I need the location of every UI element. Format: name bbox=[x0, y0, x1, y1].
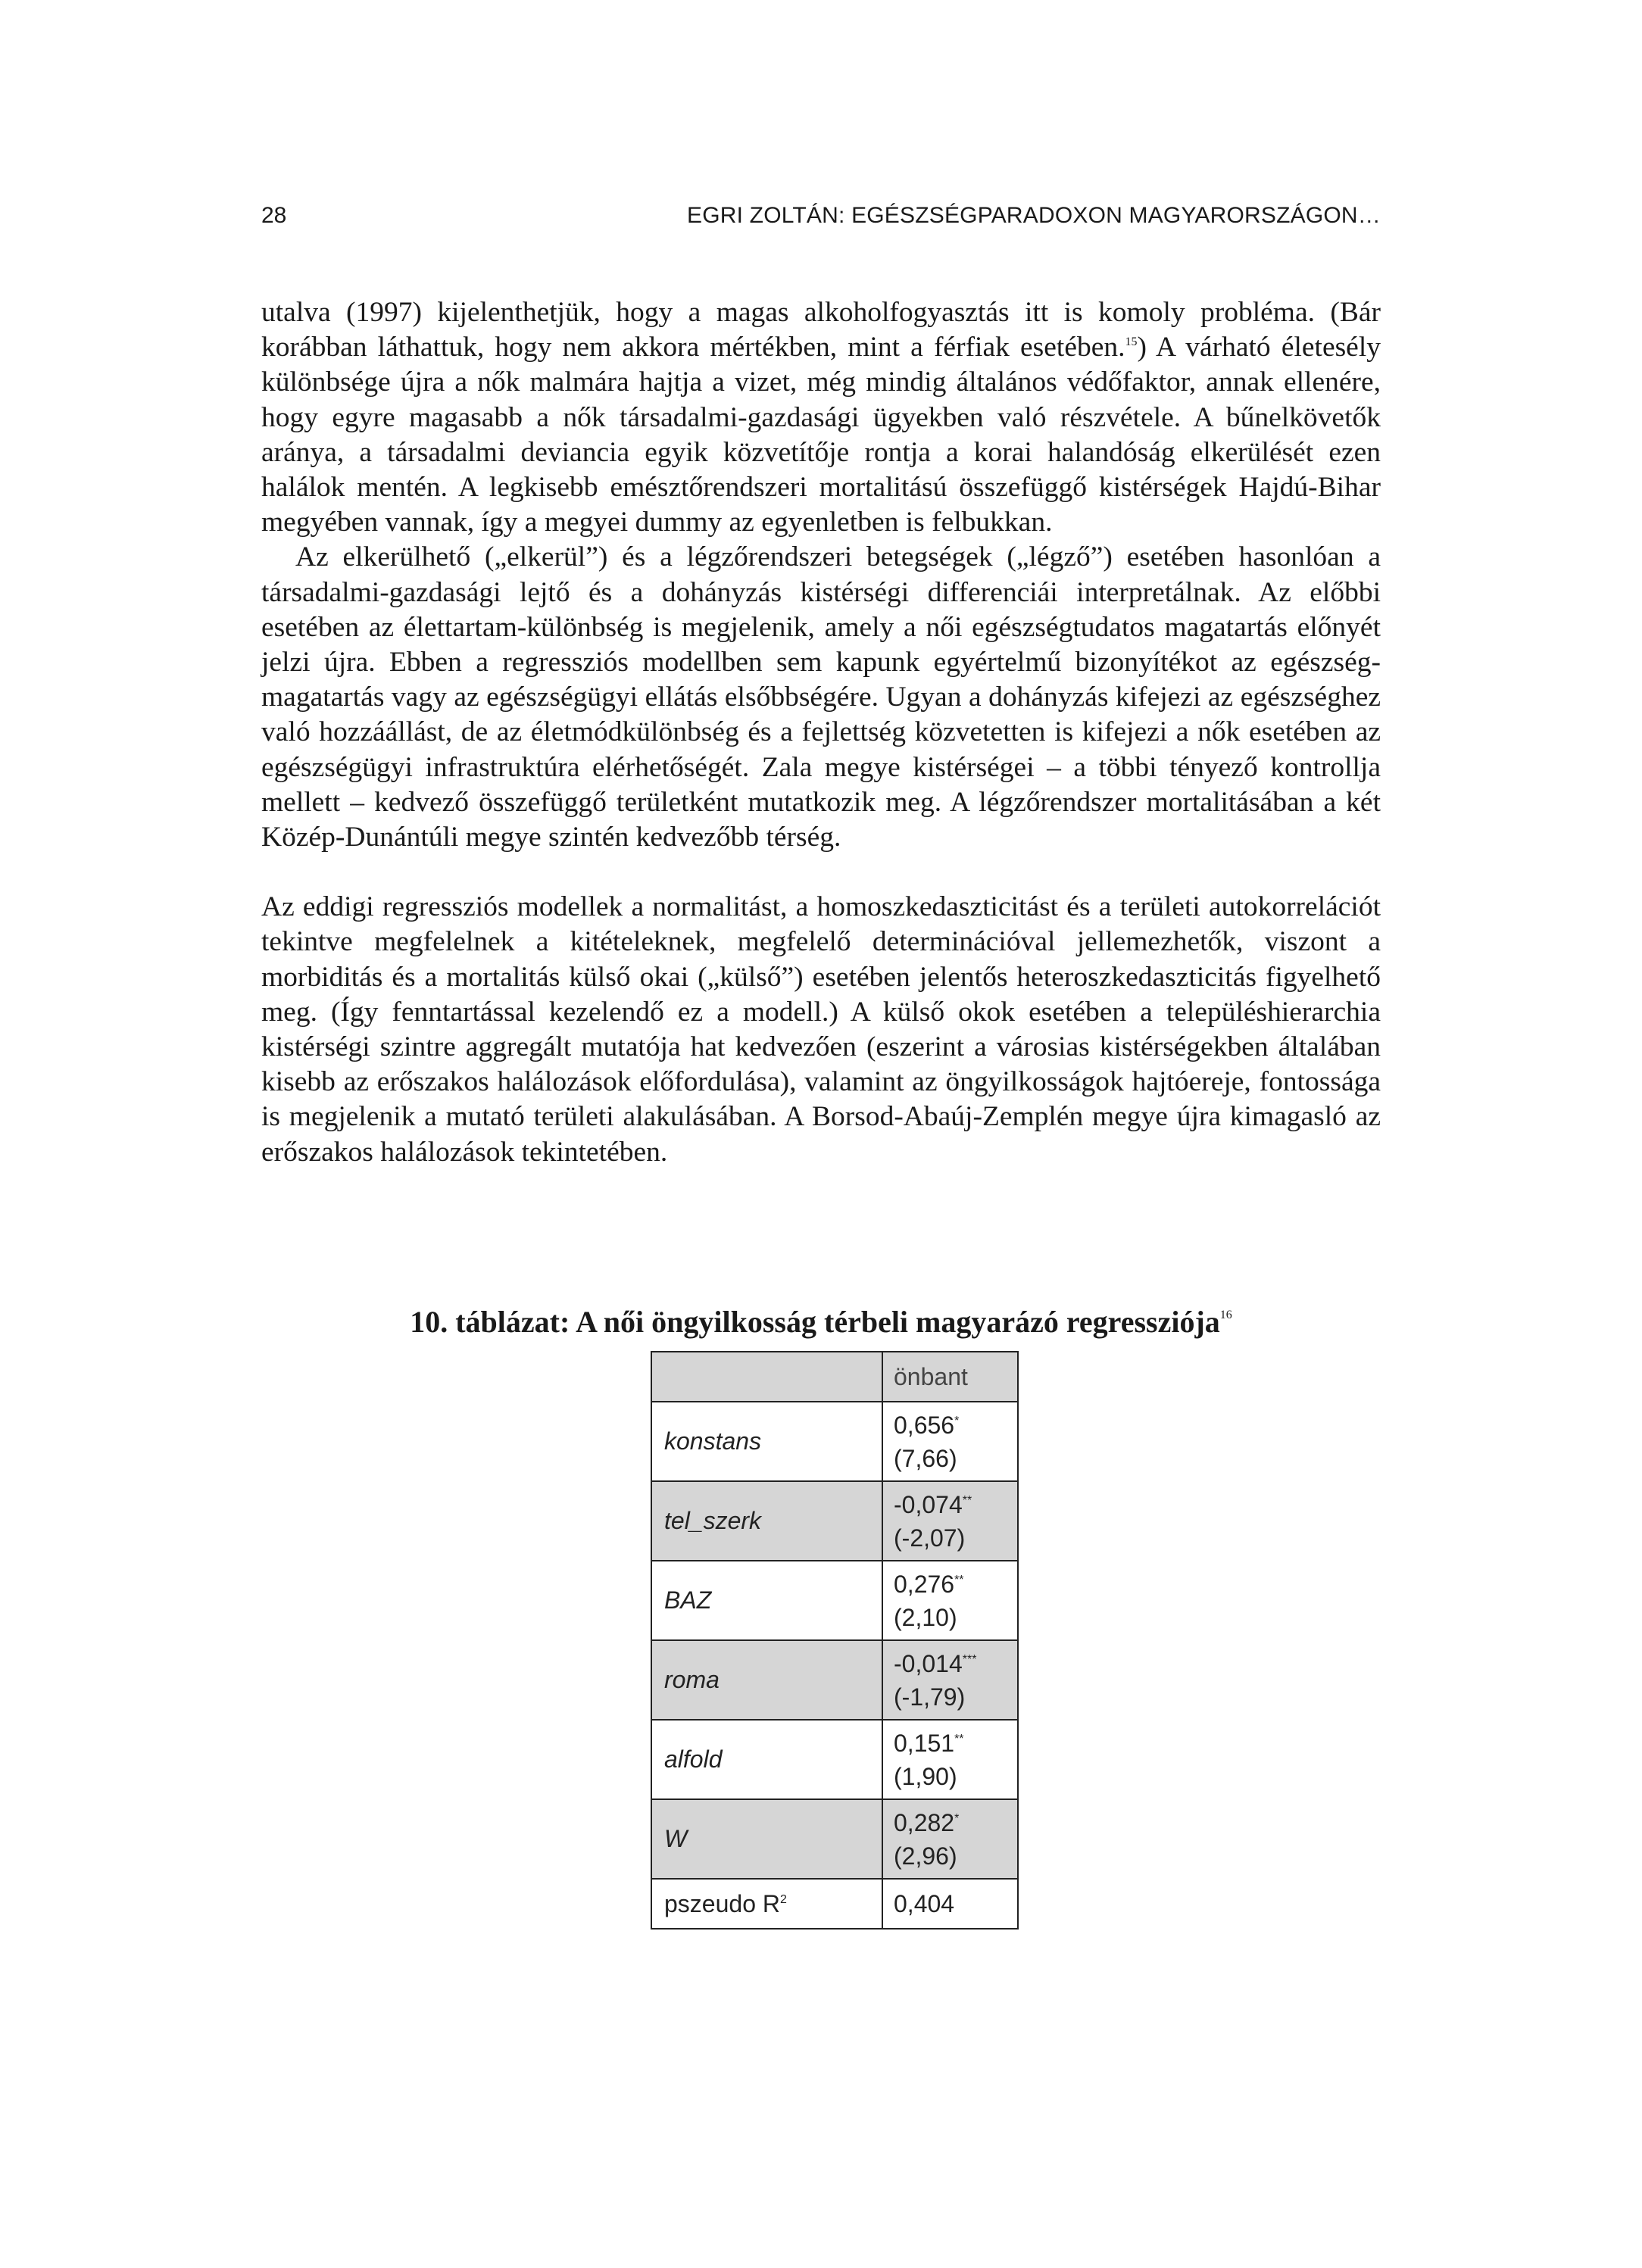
significance-marker: ** bbox=[962, 1493, 972, 1507]
t-statistic: (-1,79) bbox=[894, 1683, 966, 1711]
significance-marker: * bbox=[954, 1414, 960, 1427]
coefficient-value: -0,074 bbox=[894, 1490, 963, 1518]
footnote-ref-15[interactable]: 15 bbox=[1125, 335, 1138, 349]
pseudo-r2-label-text: pszeudo R bbox=[664, 1889, 780, 1917]
t-statistic: (2,10) bbox=[894, 1603, 957, 1631]
regression-table bbox=[651, 1351, 1019, 1930]
coefficient-cell bbox=[882, 1640, 1018, 1720]
pseudo-r2-superscript: 2 bbox=[779, 1892, 787, 1906]
t-statistic: (2,96) bbox=[894, 1842, 957, 1870]
pseudo-r2-value: 0,404 bbox=[882, 1879, 1018, 1929]
table-header-empty bbox=[651, 1352, 882, 1402]
coefficient-value: 0,282 bbox=[894, 1808, 955, 1836]
table-footer-row bbox=[651, 1879, 1018, 1929]
coefficient-value: 0,276 bbox=[894, 1570, 955, 1598]
table-header-row bbox=[651, 1352, 1018, 1402]
table-caption-text: 10. táblázat: A női öngyilkosság térbeli magyarázó regressziója bbox=[410, 1305, 1220, 1339]
variable-name: alfold bbox=[651, 1720, 882, 1799]
significance-marker: ** bbox=[954, 1732, 964, 1745]
paragraph-3: Az eddigi regressziós modellek a normalitást, a homoszkedaszticitást és a területi autokorrelációt tekintve megfelelnek a kitételeknek, megfelelő determinációval jellemezhetők, viszont a morbiditás és a mortalitás külső okai („külső”) esetében jelentős heteroszkedaszticitás figyelhető meg. (Így fenntartással kezelendő ez a modell.) A külső okok esetében a településhierarchia kistérségi szintre aggregált mutatója hat kedvezően (eszerint a városias kistérségekben általában kisebb az erőszakos halálozások előfordulása), valamint az öngyilkosságok hajtóereje, fontossága is megjelenik a mutató területi alakulásában. A Borsod-Abaúj-Zemplén megye újra kimagasló az erőszakos halálozások tekintetében. bbox=[261, 891, 1381, 1168]
coefficient-value: -0,014 bbox=[894, 1649, 963, 1677]
t-statistic: (-2,07) bbox=[894, 1524, 966, 1552]
coefficient-cell bbox=[882, 1481, 1018, 1561]
table-row bbox=[651, 1402, 1018, 1481]
table-caption bbox=[261, 1304, 1381, 1340]
table-row bbox=[651, 1799, 1018, 1879]
footnote-ref-16[interactable]: 16 bbox=[1219, 1309, 1232, 1321]
variable-name: W bbox=[651, 1799, 882, 1879]
t-statistic: (1,90) bbox=[894, 1762, 957, 1790]
running-title: EGRI ZOLTÁN: EGÉSZSÉGPARADOXON MAGYARORSZÁGON… bbox=[687, 203, 1381, 228]
significance-marker: ** bbox=[954, 1573, 964, 1586]
paragraph-1 bbox=[261, 295, 1381, 540]
variable-name: konstans bbox=[651, 1402, 882, 1481]
page-number: 28 bbox=[261, 203, 287, 228]
paragraph-1-part-b: ) A várható életesély különbsége újra a nők malmára hajtja a vizet, még mindig általános védőfaktor, annak ellenére, hogy egyre magasabb a nők társadalmi-gazdasági ügyekben való részvétele. A bűnelkövetők aránya, a társadalmi deviancia egyik közvetítője rontja a korai halandóság elkerülését ezen halálok mentén. A legkisebb emésztőrendszeri mortalitású összefüggő kistérségek Hajdú-Bihar megyében vannak, így a megyei dummy az egyenletben is felbukkan. bbox=[261, 332, 1381, 538]
table-row bbox=[651, 1481, 1018, 1561]
coefficient-cell bbox=[882, 1561, 1018, 1640]
coefficient-cell bbox=[882, 1402, 1018, 1481]
variable-name: roma bbox=[651, 1640, 882, 1720]
paragraph-1-part-a: utalva (1997) kijelenthetjük, hogy a magas alkoholfogyasztás itt is komoly probléma. (Bár korábban láthattuk, hogy nem akkora mértékben, mint a férfiak esetében. bbox=[261, 297, 1381, 363]
table-column-header: önbant bbox=[882, 1352, 1018, 1402]
body-text bbox=[261, 295, 1381, 1170]
significance-marker: *** bbox=[962, 1652, 977, 1666]
pseudo-r2-label bbox=[651, 1879, 882, 1929]
variable-name: tel_szerk bbox=[651, 1481, 882, 1561]
variable-name: BAZ bbox=[651, 1561, 882, 1640]
table-row bbox=[651, 1720, 1018, 1799]
paragraph-2: Az elkerülhető („elkerül”) és a légzőrendszeri betegségek („légző”) esetében hasonlóan a társadalmi-gazdasági lejtő és a dohányzás kistérségi differenciái interpretálnak. Az előbbi esetében az élettartam-különbség is megjelenik, amely a női egészségtudatos magatartás előnyét jelzi újra. Ebben a regressziós modellben sem kapunk egyértelmű bizonyítékot az egészség-magatartás vagy az egészségügyi ellátás elsőbbségére. Ugyan a dohányzás kifejezi az egészséghez való hozzáállást, de az életmódkülönbség és a fejlettség közvetetten is kifejezi a nők esetében az egészségügyi infrastruktúra elérhetőségét. Zala megye kistérségei – a többi tényező kontrollja mellett – kedvező összefüggő területként mutatkozik meg. A légzőrendszer mortalitásában a két Közép-Dunántúli megye szintén kedvezőbb térség. bbox=[261, 541, 1381, 853]
coefficient-cell bbox=[882, 1720, 1018, 1799]
coefficient-cell bbox=[882, 1799, 1018, 1879]
table-row bbox=[651, 1561, 1018, 1640]
coefficient-value: 0,656 bbox=[894, 1411, 955, 1439]
coefficient-value: 0,151 bbox=[894, 1729, 955, 1757]
significance-marker: * bbox=[954, 1811, 960, 1825]
t-statistic: (7,66) bbox=[894, 1444, 957, 1472]
table-row bbox=[651, 1640, 1018, 1720]
